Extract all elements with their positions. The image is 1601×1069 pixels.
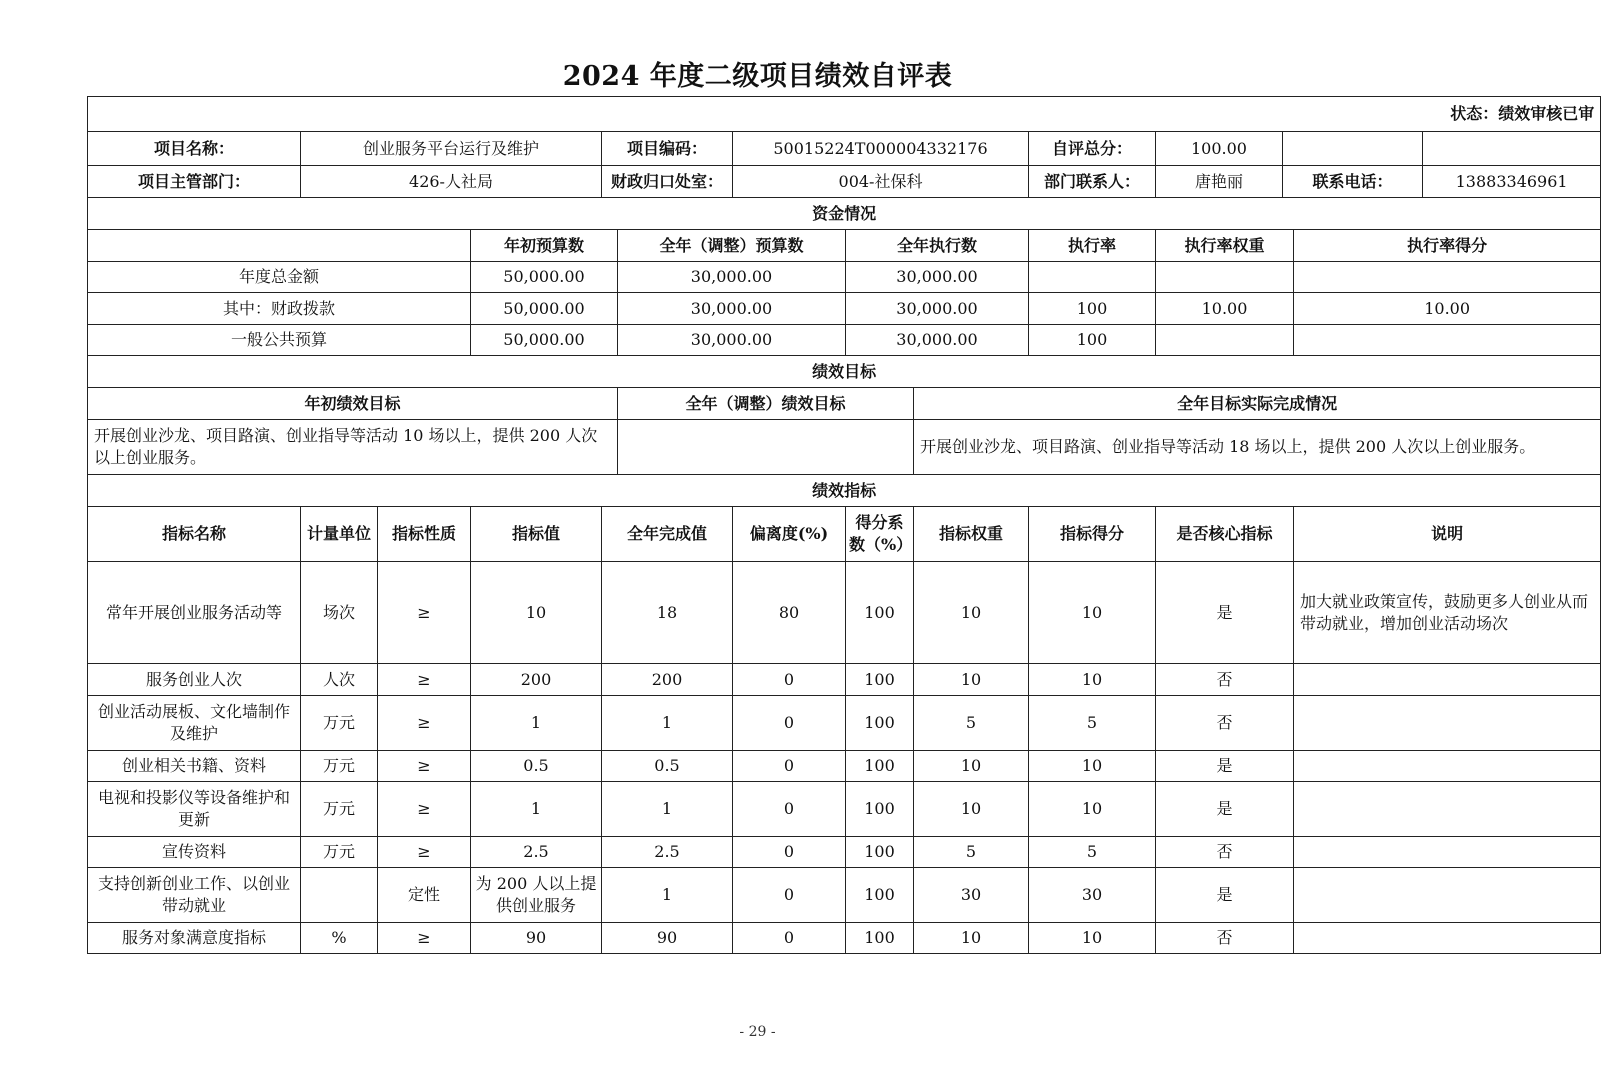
indicator-header: 指标得分	[1029, 507, 1156, 562]
funds-cell: 50,000.00	[471, 262, 618, 293]
indicator-header: 全年完成值	[602, 507, 733, 562]
indicator-cell: 100	[846, 837, 914, 868]
indicator-cell: 80	[733, 562, 846, 664]
funds-cell: 10.00	[1294, 293, 1601, 325]
indicator-cell: 10	[914, 664, 1029, 696]
phone-label: 联系电话：	[1283, 166, 1423, 198]
indicator-header: 是否核心指标	[1156, 507, 1294, 562]
status-text: 状态：绩效审核已审	[88, 97, 1601, 132]
indicator-cell: 1	[602, 696, 733, 751]
funds-cell	[1156, 325, 1294, 356]
phone: 13883346961	[1423, 166, 1601, 198]
indicator-cell: 否	[1156, 923, 1294, 954]
indicator-cell: 100	[846, 696, 914, 751]
indicator-cell: 否	[1156, 696, 1294, 751]
performance-table	[87, 96, 1601, 954]
goals-section-title: 绩效目标	[88, 356, 1601, 388]
indicator-cell: ≥	[378, 923, 471, 954]
indicator-cell: ≥	[378, 664, 471, 696]
indicator-cell: 万元	[301, 782, 378, 837]
indicator-header: 偏离度(%)	[733, 507, 846, 562]
indicator-cell: 0	[733, 696, 846, 751]
funds-cell: 30,000.00	[846, 262, 1029, 293]
indicator-cell: 0.5	[471, 751, 602, 782]
indicator-row	[88, 696, 1601, 751]
indicator-cell: ≥	[378, 751, 471, 782]
indicator-cell: 万元	[301, 837, 378, 868]
indicator-row	[88, 664, 1601, 696]
indicator-cell: 10	[1029, 751, 1156, 782]
indicator-cell: 5	[914, 696, 1029, 751]
indicator-name: 常年开展创业服务活动等	[88, 562, 301, 664]
indicator-cell: 10	[1029, 923, 1156, 954]
funds-cell: 30,000.00	[618, 293, 846, 325]
indicator-cell: 0	[733, 923, 846, 954]
goal-actual-text: 开展创业沙龙、项目路演、创业指导等活动 18 场以上，提供 200 人次以上创业服务。	[914, 420, 1601, 475]
indicator-cell: 是	[1156, 751, 1294, 782]
indicator-cell: 1	[471, 782, 602, 837]
indicator-note	[1294, 837, 1601, 868]
goals-header-actual: 全年目标实际完成情况	[914, 388, 1601, 420]
indicators-section-row	[88, 475, 1601, 507]
funds-cell	[1029, 262, 1156, 293]
funds-header: 执行率得分	[1294, 230, 1601, 262]
goals-header-adjusted: 全年（调整）绩效目标	[618, 388, 914, 420]
indicator-row	[88, 837, 1601, 868]
indicator-cell: 10	[1029, 664, 1156, 696]
indicator-cell: 1	[471, 696, 602, 751]
indicator-cell: 200	[471, 664, 602, 696]
goals-section-row	[88, 356, 1601, 388]
funds-section-row	[88, 198, 1601, 230]
indicator-cell: 场次	[301, 562, 378, 664]
indicator-cell: 2.5	[471, 837, 602, 868]
funds-cell: 100	[1029, 325, 1156, 356]
contact-label: 部门联系人：	[1029, 166, 1156, 198]
goal-initial-text: 开展创业沙龙、项目路演、创业指导等活动 10 场以上，提供 200 人次以上创业服务。	[88, 420, 618, 475]
indicator-header: 说明	[1294, 507, 1601, 562]
indicator-cell: 为 200 人以上提供创业服务	[471, 868, 602, 923]
project-name: 创业服务平台运行及维护	[301, 132, 602, 166]
indicator-cell: ≥	[378, 837, 471, 868]
indicator-row	[88, 868, 1601, 923]
indicator-row	[88, 923, 1601, 954]
funds-cell: 50,000.00	[471, 293, 618, 325]
goals-header-row	[88, 388, 1601, 420]
indicator-header: 指标性质	[378, 507, 471, 562]
indicator-cell: 是	[1156, 868, 1294, 923]
indicator-cell: 是	[1156, 562, 1294, 664]
funds-row-name: 一般公共预算	[88, 325, 471, 356]
indicator-note: 加大就业政策宣传，鼓励更多人创业从而带动就业，增加创业活动场次	[1294, 562, 1601, 664]
funds-cell: 100	[1029, 293, 1156, 325]
funds-header: 执行率	[1029, 230, 1156, 262]
funds-cell	[1294, 262, 1601, 293]
indicator-name: 服务创业人次	[88, 664, 301, 696]
indicators-section-title: 绩效指标	[88, 475, 1601, 507]
indicator-cell: 0	[733, 868, 846, 923]
indicator-name: 宣传资料	[88, 837, 301, 868]
indicator-cell	[301, 868, 378, 923]
indicator-cell: 10	[914, 923, 1029, 954]
empty-cell	[88, 230, 471, 262]
indicator-header: 指标值	[471, 507, 602, 562]
indicator-name: 电视和投影仪等设备维护和更新	[88, 782, 301, 837]
indicator-cell: 0.5	[602, 751, 733, 782]
indicator-cell: 10	[914, 751, 1029, 782]
indicator-cell: 200	[602, 664, 733, 696]
indicator-cell: 万元	[301, 751, 378, 782]
indicator-cell: 1	[602, 868, 733, 923]
indicator-name: 支持创新创业工作、以创业带动就业	[88, 868, 301, 923]
funds-row	[88, 293, 1601, 325]
indicator-cell: 5	[1029, 837, 1156, 868]
funds-cell: 30,000.00	[846, 325, 1029, 356]
funds-row	[88, 325, 1601, 356]
funds-header: 全年执行数	[846, 230, 1029, 262]
indicator-note	[1294, 868, 1601, 923]
funds-row	[88, 262, 1601, 293]
indicator-cell: ≥	[378, 562, 471, 664]
indicator-header: 指标权重	[914, 507, 1029, 562]
indicator-name: 创业相关书籍、资料	[88, 751, 301, 782]
dept: 426-人社局	[301, 166, 602, 198]
indicator-cell: ≥	[378, 782, 471, 837]
indicator-cell: 10	[914, 562, 1029, 664]
dept-label: 项目主管部门：	[88, 166, 301, 198]
contact: 唐艳丽	[1156, 166, 1283, 198]
empty-cell	[1283, 132, 1423, 166]
indicator-note	[1294, 782, 1601, 837]
indicator-cell: 30	[914, 868, 1029, 923]
indicator-cell: 100	[846, 562, 914, 664]
funds-cell	[1156, 262, 1294, 293]
indicator-header: 指标名称	[88, 507, 301, 562]
page-number: - 29 -	[739, 1024, 776, 1040]
funds-row-name: 年度总金额	[88, 262, 471, 293]
indicator-cell: 100	[846, 868, 914, 923]
indicator-cell: 100	[846, 923, 914, 954]
indicator-cell: 100	[846, 751, 914, 782]
funds-section-title: 资金情况	[88, 198, 1601, 230]
project-name-label: 项目名称：	[88, 132, 301, 166]
goals-header-initial: 年初绩效目标	[88, 388, 618, 420]
self-score: 100.00	[1156, 132, 1283, 166]
indicator-note	[1294, 696, 1601, 751]
indicator-cell: 5	[914, 837, 1029, 868]
indicator-cell: 18	[602, 562, 733, 664]
indicator-cell: 否	[1156, 664, 1294, 696]
indicator-cell: 100	[846, 664, 914, 696]
indicator-cell: 1	[602, 782, 733, 837]
self-score-label: 自评总分：	[1029, 132, 1156, 166]
indicator-cell: 0	[733, 782, 846, 837]
funds-cell: 30,000.00	[618, 325, 846, 356]
indicator-header: 计量单位	[301, 507, 378, 562]
indicator-cell: 0	[733, 837, 846, 868]
indicator-cell: %	[301, 923, 378, 954]
indicator-cell: 否	[1156, 837, 1294, 868]
indicator-cell: 万元	[301, 696, 378, 751]
indicator-cell: ≥	[378, 696, 471, 751]
finance: 004-社保科	[733, 166, 1029, 198]
status-row	[88, 97, 1601, 132]
project-info-row	[88, 132, 1601, 166]
indicator-cell: 0	[733, 751, 846, 782]
indicator-row	[88, 751, 1601, 782]
indicator-row	[88, 782, 1601, 837]
indicator-note	[1294, 923, 1601, 954]
indicator-header: 得分系数（%）	[846, 507, 914, 562]
goal-adjusted-text	[618, 420, 914, 475]
indicator-name: 创业活动展板、文化墙制作及维护	[88, 696, 301, 751]
finance-label: 财政归口处室：	[602, 166, 733, 198]
department-info-row	[88, 166, 1601, 198]
funds-cell: 30,000.00	[846, 293, 1029, 325]
funds-cell	[1294, 325, 1601, 356]
funds-header: 全年（调整）预算数	[618, 230, 846, 262]
funds-row-name: 其中：财政拨款	[88, 293, 471, 325]
indicator-row	[88, 562, 1601, 664]
funds-header: 年初预算数	[471, 230, 618, 262]
indicator-cell: 5	[1029, 696, 1156, 751]
indicator-cell: 100	[846, 782, 914, 837]
indicator-cell: 10	[1029, 782, 1156, 837]
indicator-cell: 定性	[378, 868, 471, 923]
indicator-cell: 是	[1156, 782, 1294, 837]
funds-cell: 50,000.00	[471, 325, 618, 356]
project-code-label: 项目编码：	[602, 132, 733, 166]
empty-cell	[1423, 132, 1601, 166]
page-title: 2024 年度二级项目绩效自评表	[562, 61, 953, 92]
funds-cell: 10.00	[1156, 293, 1294, 325]
indicator-cell: 0	[733, 664, 846, 696]
funds-header: 执行率权重	[1156, 230, 1294, 262]
indicators-header-row	[88, 507, 1601, 562]
indicator-cell: 90	[471, 923, 602, 954]
indicator-cell: 90	[602, 923, 733, 954]
indicator-note	[1294, 751, 1601, 782]
funds-cell: 30,000.00	[618, 262, 846, 293]
goals-content-row	[88, 420, 1601, 475]
project-code: 50015224T000004332176	[733, 132, 1029, 166]
indicator-cell: 人次	[301, 664, 378, 696]
indicator-cell: 10	[914, 782, 1029, 837]
indicator-cell: 10	[471, 562, 602, 664]
indicator-cell: 2.5	[602, 837, 733, 868]
indicator-name: 服务对象满意度指标	[88, 923, 301, 954]
indicator-note	[1294, 664, 1601, 696]
indicator-cell: 10	[1029, 562, 1156, 664]
funds-header-row	[88, 230, 1601, 262]
indicator-cell: 30	[1029, 868, 1156, 923]
